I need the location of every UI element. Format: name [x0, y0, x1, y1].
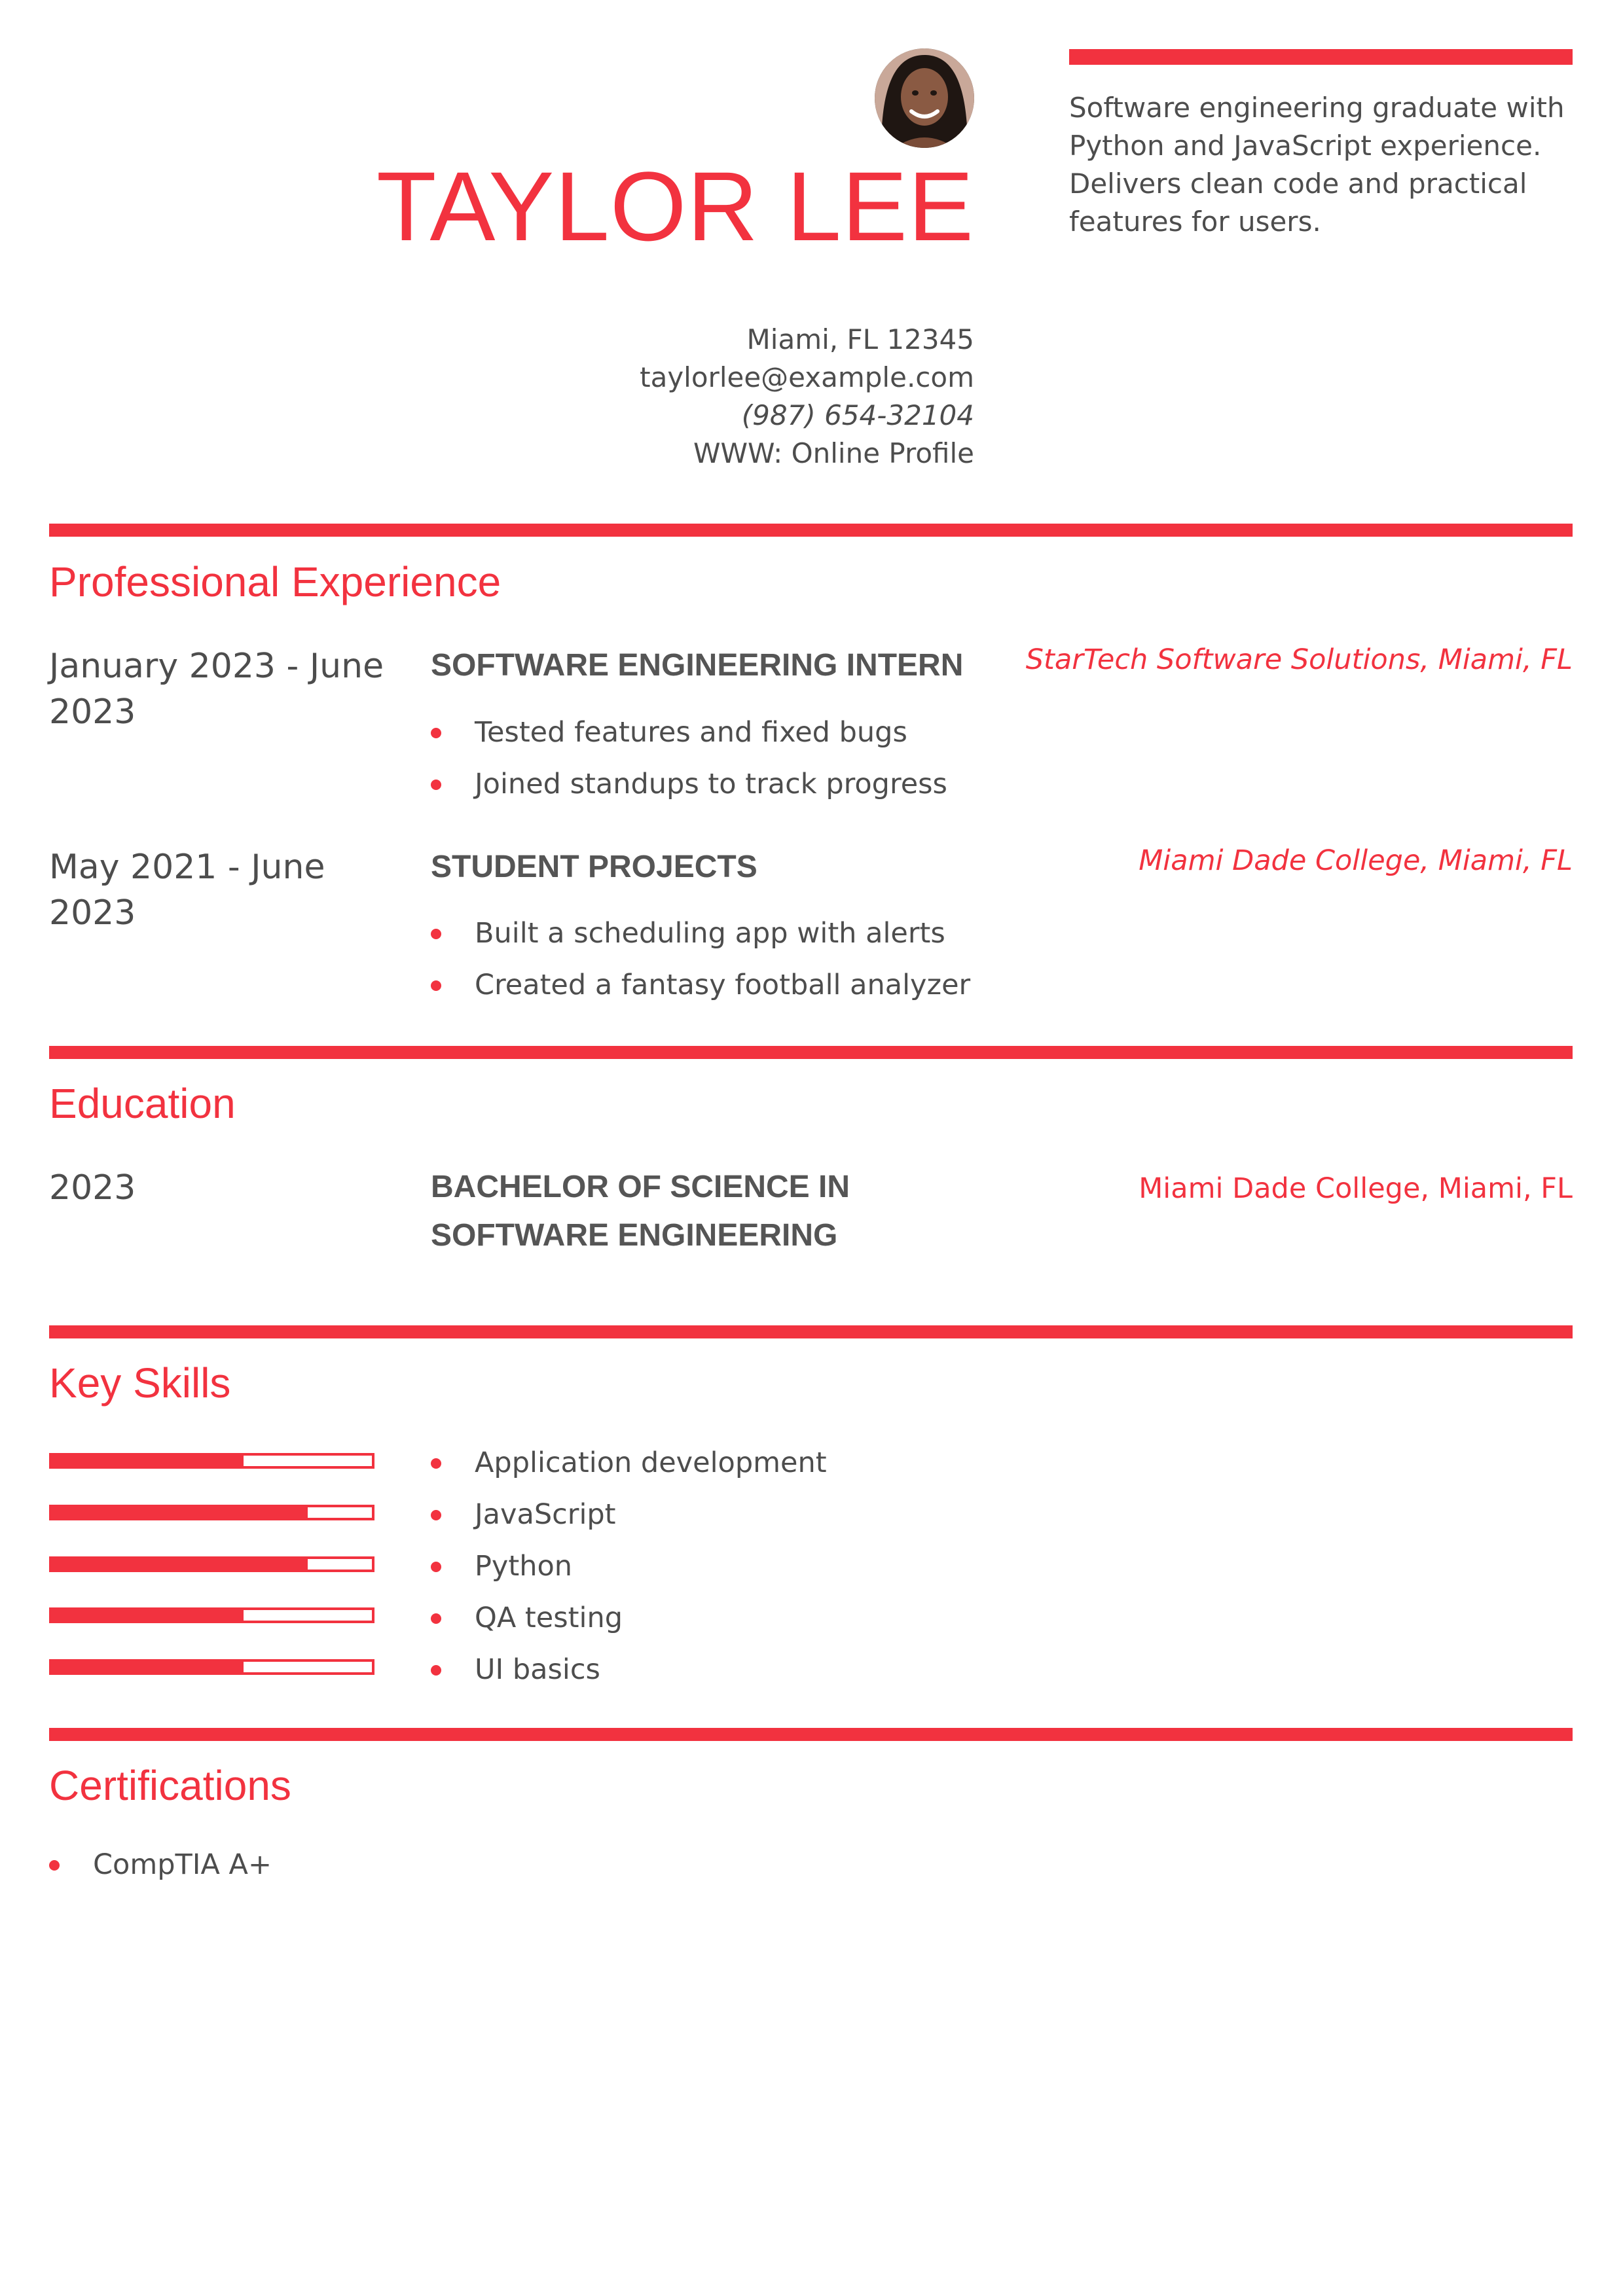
- list-item: JavaScript: [431, 1496, 827, 1547]
- section-divider: [49, 1325, 1573, 1338]
- list-item: Created a fantasy football analyzer: [431, 966, 970, 1018]
- skill-meter: [49, 1453, 374, 1469]
- contact-block: [640, 321, 974, 473]
- school-name: Miami Dade College, Miami, FL: [1139, 1172, 1573, 1205]
- job-organization: Miami Dade College, Miami, FL: [1139, 844, 1573, 877]
- section-divider: [49, 1046, 1573, 1059]
- skill-meter: [49, 1659, 374, 1675]
- job-dates: May 2021 - June 2023: [49, 848, 325, 933]
- certifications-list: [49, 1846, 272, 1897]
- job-bullets: [431, 713, 947, 817]
- job-organization: StarTech Software Solutions, Miami, FL: [1025, 643, 1573, 676]
- education-section-title: Education: [49, 1080, 236, 1127]
- job-dates: January 2023 - June 2023: [49, 647, 384, 732]
- email-link[interactable]: taylorlee@example.com: [640, 361, 974, 393]
- list-item: CompTIA A+: [49, 1846, 272, 1897]
- skill-meter-fill: [52, 1507, 308, 1518]
- skill-meter-fill: [52, 1662, 244, 1672]
- list-item: Joined standups to track progress: [431, 765, 947, 817]
- experience-section-title: Professional Experience: [49, 558, 501, 605]
- list-item: Python: [431, 1547, 827, 1599]
- skills-section-title: Key Skills: [49, 1359, 231, 1407]
- avatar: [875, 48, 974, 148]
- skill-meter-fill: [52, 1456, 244, 1466]
- avatar-photo-icon: [875, 48, 974, 148]
- list-item: Application development: [431, 1444, 827, 1496]
- website-link[interactable]: WWW: Online Profile: [693, 437, 974, 469]
- skill-meter: [49, 1556, 374, 1572]
- list-item: Tested features and fixed bugs: [431, 713, 947, 765]
- job-role: SOFTWARE ENGINEERING INTERN: [431, 648, 964, 683]
- education-year: 2023: [49, 1168, 136, 1208]
- degree-title: BACHELOR OF SCIENCE IN SOFTWARE ENGINEERING: [431, 1170, 850, 1253]
- skills-list: [431, 1444, 827, 1702]
- certifications-section-title: Certifications: [49, 1762, 291, 1809]
- skill-meter: [49, 1607, 374, 1623]
- job-role: STUDENT PROJECTS: [431, 850, 757, 884]
- summary-text: Software engineering graduate with Python and JavaScript experience. Delivers clean code and practical features for users.: [1069, 92, 1565, 238]
- skill-meter: [49, 1505, 374, 1520]
- job-bullets: [431, 914, 970, 1018]
- candidate-name: TAYLOR LEE: [376, 151, 974, 261]
- list-item: Built a scheduling app with alerts: [431, 914, 970, 966]
- section-divider: [49, 1728, 1573, 1741]
- list-item: QA testing: [431, 1599, 827, 1651]
- phone-number: (987) 654-32104: [741, 399, 974, 431]
- list-item: UI basics: [431, 1651, 827, 1702]
- skill-meter-fill: [52, 1559, 308, 1570]
- address: Miami, FL 12345: [746, 323, 974, 355]
- summary-accent-bar: [1069, 49, 1573, 65]
- section-divider: [49, 524, 1573, 537]
- skill-meter-fill: [52, 1610, 244, 1621]
